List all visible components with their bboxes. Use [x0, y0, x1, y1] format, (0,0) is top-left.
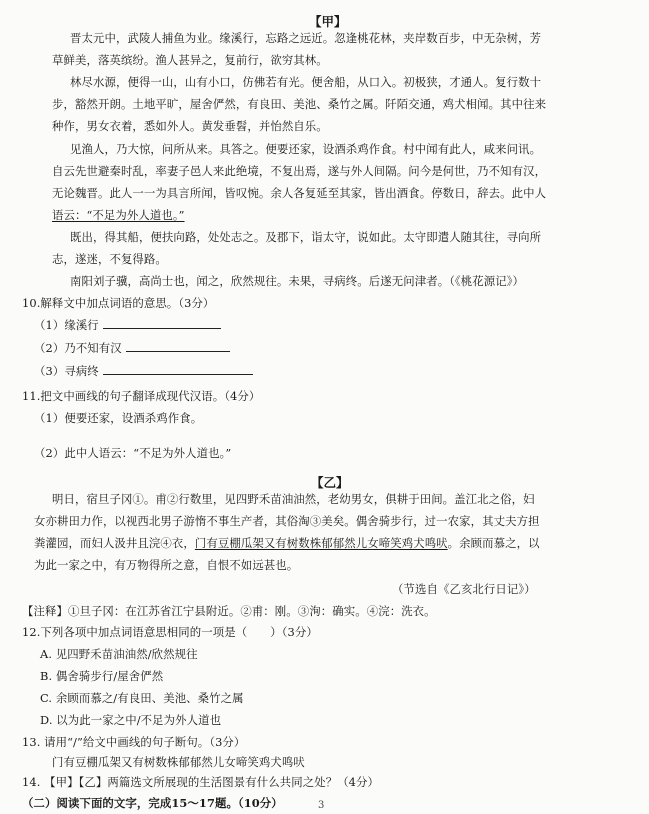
q11-stem: 11.把文中画线的句子翻译成现代汉语。（4分） [22, 389, 261, 403]
jia-p1-line1: 晋太元中，武陵人捕鱼为业。缘溪行，忘路之远近。忽逢桃花林，夹岸数百步，中无杂树，芳 [70, 31, 542, 45]
q10-stem: 10.解释文中加点词语的意思。（3分） [22, 296, 215, 310]
q13-sentence: 门有豆棚瓜架又有树数株郁郁然儿女啼笑鸡犬鸣吠 [52, 755, 305, 769]
jia-p3-line1: 见渔人，乃大惊，问所从来。具答之。便要还家，设酒杀鸡作食。村中闻有此人，咸来问讯。 [70, 142, 542, 156]
jia-p2-line2: 步，豁然开朗。土地平旷，屋舍俨然，有良田、美池、桑竹之属。阡陌交通，鸡犬相闻。其中往来 [52, 97, 547, 111]
q12-option-c[interactable]: C. 余顾而慕之/有良田、美池、桑竹之属 [40, 691, 244, 705]
q10-answer-blank-1[interactable] [103, 318, 221, 329]
jia-p3-line4-underlined: 语云：“不足为外人道也。” [52, 208, 185, 222]
yi-source: （节选自《乙亥北行日记》） [392, 582, 536, 596]
q10-answer-blank-3[interactable] [103, 364, 253, 375]
q14-stem: 14. 【甲】【乙】两篇选文所展现的生活图景有什么共同之处？（4分） [22, 775, 380, 789]
jia-p4-line2: 志，遂迷，不复得路。 [52, 252, 167, 266]
passage-jia-title: 【甲】 [309, 14, 347, 29]
q11-item1: （1）便要还家，设酒杀鸡作食。 [34, 411, 203, 425]
jia-p3-line2: 自云先世避秦时乱，率妻子邑人来此绝境，不复出焉，遂与外人间隔。问今是何世，乃不知有汉， [52, 164, 547, 178]
page-number: 3 [318, 800, 325, 811]
jia-p2-line3: 种作，男女衣着，悉如外人。黄发垂髫，并怡然自乐。 [52, 119, 328, 133]
yi-line4: 为此一家之中，有万物得所之意，自恨不如远甚也。 [34, 558, 299, 572]
q10-answer-blank-2[interactable] [126, 341, 230, 352]
q10-item1: （1）缘溪行 [34, 318, 221, 332]
jia-p3-line3: 无论魏晋。此人一一为具言所闻，皆叹惋。余人各复延至其家，皆出酒食。停数日，辞去。此中人 [52, 186, 547, 200]
q13-stem: 13. 请用“/”给文中画线的句子断句。（3分） [22, 735, 246, 749]
jia-p4-line1: 既出，得其船，便扶向路，处处志之。及郡下，诣太守，说如此。太守即遣人随其往，寻向所 [70, 230, 542, 244]
yi-notes: 【注释】①旦子冈：在江苏省江宁县附近。②甫：刚。③洵：确实。④浣：洗衣。 [22, 604, 436, 618]
jia-p1-line2: 草鲜美，落英缤纷。渔人甚异之，复前行，欲穷其林。 [52, 53, 328, 67]
q12-option-d[interactable]: D. 以为此一家之中/不足为外人道也 [40, 713, 222, 727]
q10-item3: （3）寻病终 [34, 364, 253, 378]
yi-underlined-sentence: 门有豆棚瓜架又有树数株郁郁然儿女啼笑鸡犬鸣吠 [194, 536, 448, 550]
q12-option-a[interactable]: A. 见四野禾苗油油然/欣然规往 [40, 647, 198, 661]
yi-line2: 女亦耕田力作，以视西北男子游惰不事生产者，其俗淘③美矣。偶舍骑步行，过一农家，其丈夫方担 [34, 514, 540, 528]
q10-item2: （2）乃不知有汉 [34, 341, 230, 355]
jia-p2-line1: 林尽水源，便得一山，山有小口，仿佛若有光。便舍船，从口入。初极狭，才通人。复行数十 [70, 75, 542, 89]
yi-line1: 明日，宿旦子冈①。甫②行数里，见四野禾苗油油然，老幼男女，俱耕于田间。盖江北之俗，妇 [52, 492, 535, 506]
yi-line3: 粪灌园，而妇人汲井且浣④衣，门有豆棚瓜架又有树数株郁郁然儿女啼笑鸡犬鸣吠。余顾而慕之，以 [34, 536, 540, 550]
jia-p5-line1: 南阳刘子骥，高尚士也，闻之，欣然规往。未果，寻病终。后遂无问津者。（《桃花源记》） [70, 274, 525, 288]
q12-stem: 12.下列各项中加点词语意思相同的一项是（ ）（3分） [22, 625, 318, 639]
passage-yi-title: 【乙】 [311, 475, 349, 490]
q11-item2: （2）此中人语云：“不足为外人道也。” [34, 446, 232, 460]
part2-heading: （二）阅读下面的文字，完成15～17题。（10分） [22, 796, 283, 810]
q12-option-b[interactable]: B. 偶舍骑步行/屋舍俨然 [40, 669, 164, 683]
